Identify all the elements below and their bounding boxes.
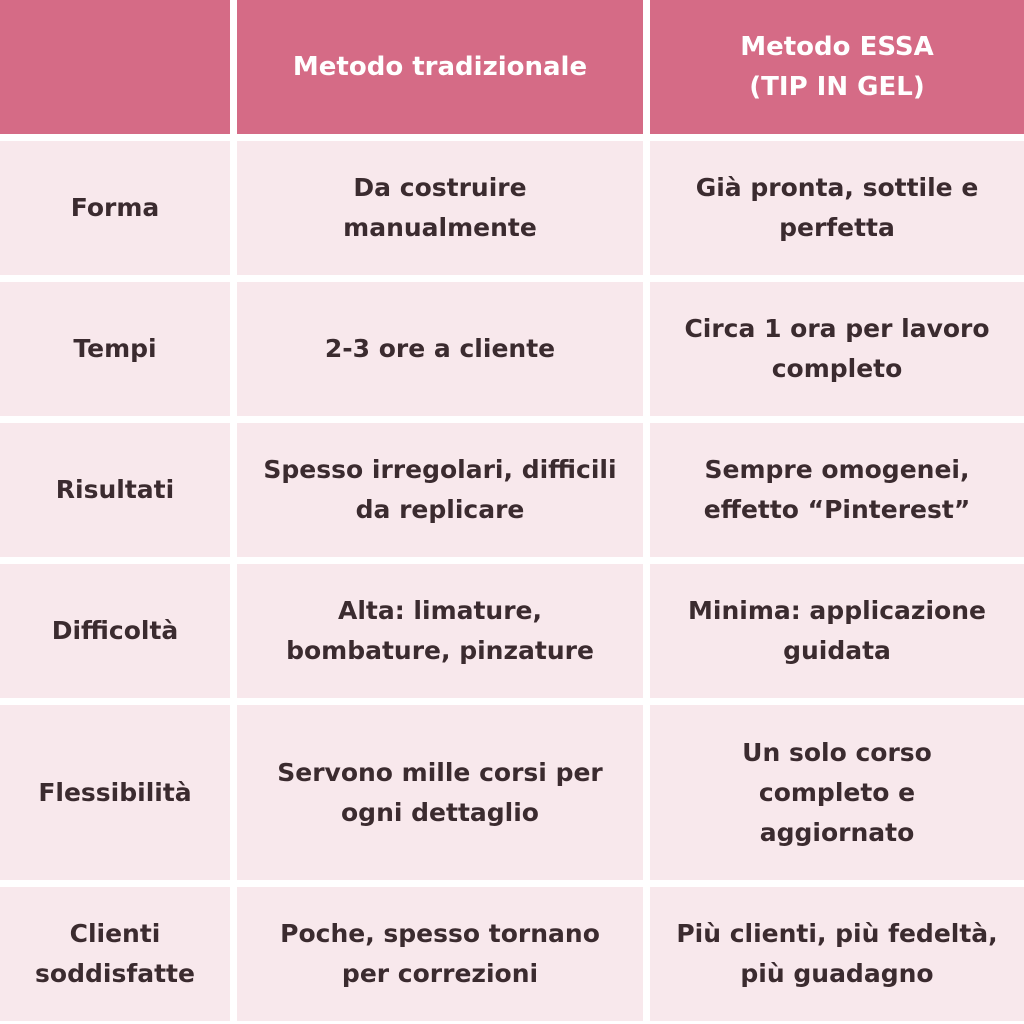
cell-risultati-essa: Sempre omogenei, effetto “Pinterest” [650, 423, 1024, 557]
header-traditional-method: Metodo tradizionale [237, 0, 643, 134]
row-label-tempi: Tempi [0, 282, 230, 416]
header-essa-method: Metodo ESSA (TIP IN GEL) [650, 0, 1024, 134]
row-label-clienti-soddisfatte: Clienti soddisfatte [0, 887, 230, 1021]
cell-difficolta-essa: Minima: applicazione guidata [650, 564, 1024, 698]
cell-forma-traditional: Da costruire manualmente [237, 141, 643, 275]
cell-forma-essa: Già pronta, sottile e perfetta [650, 141, 1024, 275]
cell-difficolta-traditional: Alta: limature, bombature, pinzature [237, 564, 643, 698]
cell-risultati-traditional: Spesso irregolari, difficili da replicare [237, 423, 643, 557]
header-empty-cell [0, 0, 230, 134]
cell-tempi-essa: Circa 1 ora per lavoro completo [650, 282, 1024, 416]
row-label-flessibilita: Flessibilità [0, 705, 230, 880]
cell-flessibilita-traditional: Servono mille corsi per ogni dettaglio [237, 705, 643, 880]
row-label-difficolta: Difficoltà [0, 564, 230, 698]
cell-flessibilita-essa: Un solo corso completo e aggiornato [650, 705, 1024, 880]
cell-tempi-traditional: 2-3 ore a cliente [237, 282, 643, 416]
cell-clienti-essa: Più clienti, più fedeltà, più guadagno [650, 887, 1024, 1021]
cell-clienti-traditional: Poche, spesso tornano per correzioni [237, 887, 643, 1021]
row-label-risultati: Risultati [0, 423, 230, 557]
row-label-forma: Forma [0, 141, 230, 275]
